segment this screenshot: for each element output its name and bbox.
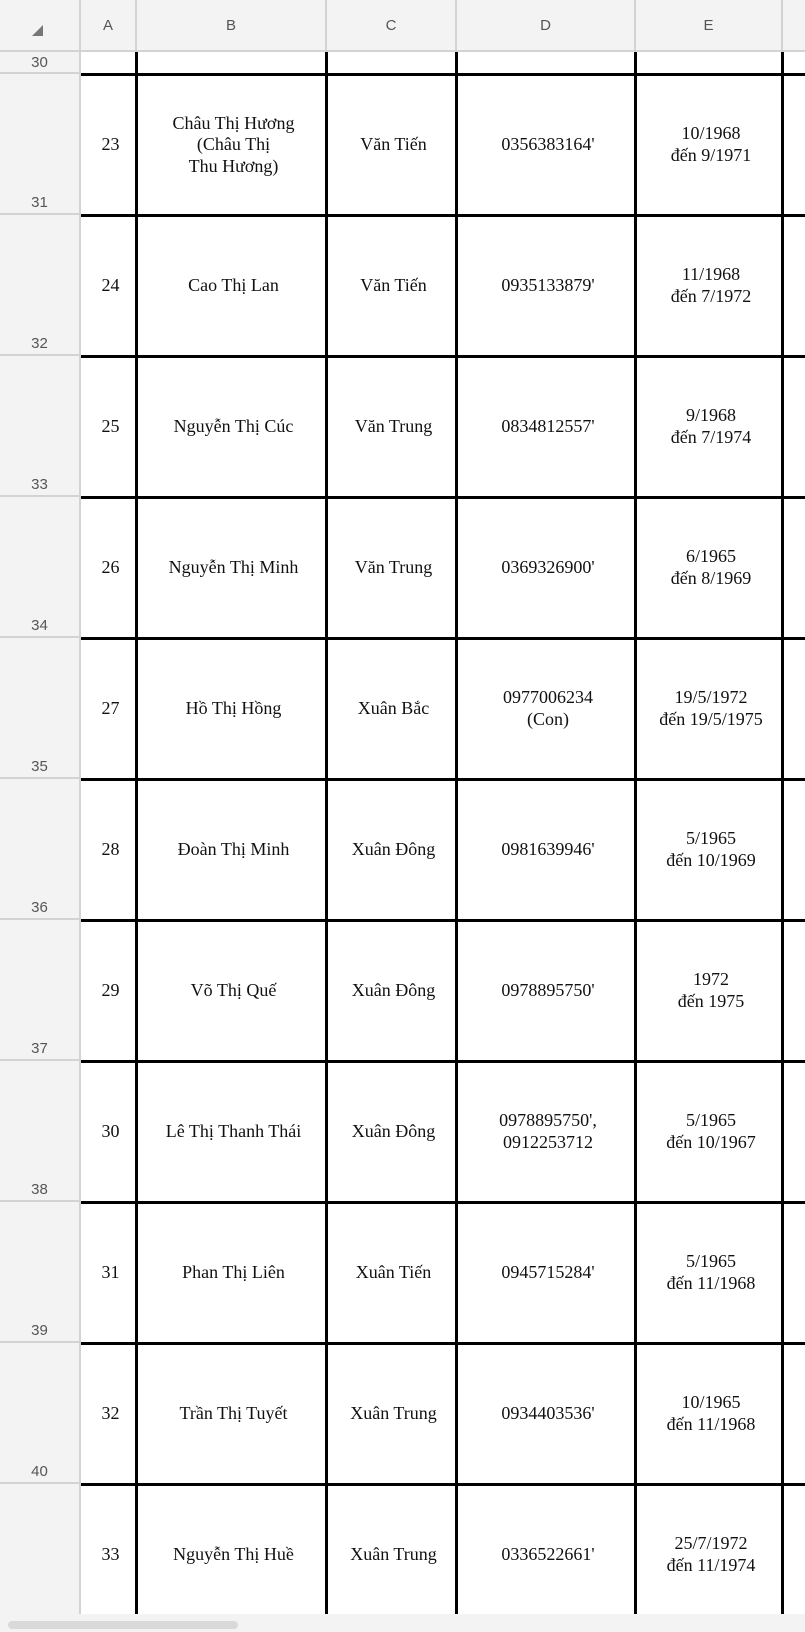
cell-a-29[interactable]: 29 [101, 980, 120, 1001]
cell-c-25[interactable]: Văn Trung [354, 416, 433, 437]
cell-a-26[interactable]: 26 [101, 557, 120, 578]
cell-a-32[interactable]: 32 [101, 1403, 120, 1424]
row-number: 39 [31, 1322, 48, 1339]
cell-a-24[interactable]: 24 [101, 275, 120, 296]
cell-c-33[interactable]: Xuân Trung [350, 1544, 437, 1565]
cell-d-29[interactable]: 0978895750' [501, 980, 595, 1001]
cell-e-23[interactable]: 10/1968 đến 9/1971 [670, 123, 752, 165]
cell-d-30[interactable]: 0978895750', 0912253712 [499, 1110, 597, 1152]
cell-a-25[interactable]: 25 [101, 416, 120, 437]
cell-e-31[interactable]: 5/1965 đến 11/1968 [666, 1251, 756, 1293]
cell-d-32[interactable]: 0934403536' [501, 1403, 595, 1424]
cell-e-24[interactable]: 11/1968 đến 7/1972 [670, 264, 752, 306]
row-header-34[interactable] [0, 497, 81, 638]
cell-e-25[interactable]: 9/1968 đến 7/1974 [670, 405, 752, 447]
column-header-c[interactable]: C [327, 0, 457, 52]
cell-c-23[interactable]: Văn Tiến [360, 134, 427, 155]
cell-a-23[interactable]: 23 [101, 134, 120, 155]
row-header-31[interactable] [0, 74, 81, 215]
cell-e-28[interactable]: 5/1965 đến 10/1969 [666, 828, 756, 870]
cell-b-24[interactable]: Cao Thị Lan [188, 275, 279, 296]
cell-b-30[interactable]: Lê Thị Thanh Thái [165, 1121, 302, 1142]
cell-b-32[interactable]: Trần Thị Tuyết [179, 1403, 288, 1424]
row-number: 30 [31, 54, 48, 71]
row-header-33[interactable] [0, 356, 81, 497]
cell-d-25[interactable]: 0834812557' [501, 416, 595, 437]
cell-a-28[interactable]: 28 [101, 839, 120, 860]
row-header-40[interactable] [0, 1343, 81, 1484]
select-all-triangle-icon [32, 25, 43, 36]
cell-a-33[interactable]: 33 [101, 1544, 120, 1565]
cell-e-32[interactable]: 10/1965 đến 11/1968 [666, 1392, 756, 1434]
cell-b-23[interactable]: Châu Thị Hương (Châu Thị Thu Hương) [172, 112, 295, 176]
horizontal-scrollbar-thumb[interactable] [8, 1621, 238, 1629]
cell-e-27[interactable]: 19/5/1972 đến 19/5/1975 [659, 687, 763, 729]
row-header-41[interactable] [0, 1484, 81, 1625]
cell-b-27[interactable]: Hồ Thị Hồng [185, 698, 282, 719]
cell-c-24[interactable]: Văn Tiến [360, 275, 427, 296]
row-number: 35 [31, 758, 48, 775]
cell-b-33[interactable]: Nguyễn Thị Huề [173, 1544, 294, 1565]
cell-c-32[interactable]: Xuân Trung [350, 1403, 437, 1424]
cell-e-29[interactable]: 1972 đến 1975 [677, 969, 745, 1011]
cell-a-27[interactable]: 27 [101, 698, 120, 719]
column-header-b[interactable]: B [137, 0, 327, 52]
cell-a-30[interactable]: 30 [101, 1121, 120, 1142]
cell-e-26[interactable]: 6/1965 đến 8/1969 [670, 546, 752, 588]
row-number: 40 [31, 1463, 48, 1480]
cell-d-26[interactable]: 0369326900' [501, 557, 595, 578]
cell-c-28[interactable]: Xuân Đông [351, 839, 436, 860]
row-header-38[interactable] [0, 1061, 81, 1202]
cell-d-28[interactable]: 0981639946' [501, 839, 595, 860]
cell-c-29[interactable]: Xuân Đông [351, 980, 436, 1001]
cell-d-27[interactable]: 0977006234 (Con) [503, 687, 593, 729]
row-header-35[interactable] [0, 638, 81, 779]
cell-e-33[interactable]: 25/7/1972 đến 11/1974 [666, 1533, 756, 1575]
column-header-d[interactable]: D [457, 0, 636, 52]
column-header-e[interactable]: E [636, 0, 783, 52]
cell-c-26[interactable]: Văn Trung [354, 557, 433, 578]
column-header-f[interactable] [783, 0, 805, 52]
cell-a-31[interactable]: 31 [101, 1262, 120, 1283]
cell-b-26[interactable]: Nguyễn Thị Minh [168, 557, 299, 578]
row-header-37[interactable] [0, 920, 81, 1061]
row-number: 37 [31, 1040, 48, 1057]
row-number: 33 [31, 476, 48, 493]
select-all-corner[interactable] [0, 0, 81, 52]
row-header-30[interactable] [0, 52, 81, 74]
row-header-36[interactable] [0, 779, 81, 920]
row-number: 38 [31, 1181, 48, 1198]
row-number: 31 [31, 194, 48, 211]
cell-b-29[interactable]: Võ Thị Quế [190, 980, 277, 1001]
cell-b-25[interactable]: Nguyễn Thị Cúc [173, 416, 294, 437]
column-header-a[interactable]: A [81, 0, 137, 52]
row-number: 32 [31, 335, 48, 352]
cell-d-33[interactable]: 0336522661' [501, 1544, 595, 1565]
row-header-32[interactable] [0, 215, 81, 356]
row-header-39[interactable] [0, 1202, 81, 1343]
cell-d-23[interactable]: 0356383164' [501, 134, 595, 155]
cell-c-27[interactable]: Xuân Bắc [357, 698, 430, 719]
cell-b-31[interactable]: Phan Thị Liên [182, 1262, 285, 1283]
row-number: 34 [31, 617, 48, 634]
cell-d-31[interactable]: 0945715284' [501, 1262, 595, 1283]
cell-c-31[interactable]: Xuân Tiến [355, 1262, 432, 1283]
horizontal-scrollbar-track[interactable] [0, 1614, 805, 1632]
cell-b-28[interactable]: Đoàn Thị Minh [177, 839, 290, 860]
cell-c-30[interactable]: Xuân Đông [351, 1121, 436, 1142]
cell-d-24[interactable]: 0935133879' [501, 275, 595, 296]
cell-e-30[interactable]: 5/1965 đến 10/1967 [666, 1110, 756, 1152]
row-number: 36 [31, 899, 48, 916]
